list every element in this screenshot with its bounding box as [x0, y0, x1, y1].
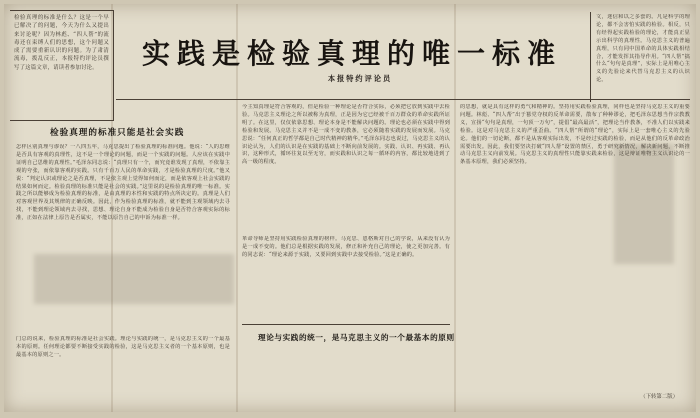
note-box-border [10, 10, 114, 11]
editor-note: 检验真理的标准是什么？这是一个早已解决了的问题，今天为什么又提出来讨论呢？因为林彪、“四人帮”的流毒还在束缚人们的思想，这个问题又成了需要重新认识的问题。为了肃清流毒，拨乱反正，本报特约评论员撰写了这篇文章，请读者参加讨论。 [14, 15, 109, 71]
left-bottom-column: 门总的说来，检验真理的标准是社会实践。理论与实践的统一，是马克思主义的一个最基本的原则。任何理论都要不断接受实践的检验，这是马克思主义者的一个基本原则，也是最基本的原则之一。 [16, 336, 230, 358]
subhead-rule [242, 324, 450, 325]
newspaper-page [4, 4, 696, 412]
note-box-border [10, 120, 114, 121]
subheading-first: 检验真理的标准只能是社会实践 [50, 128, 185, 138]
column-rule [590, 12, 591, 102]
subheading-second: 理论与实践的统一，是马克思主义的一个最基本的原则 [258, 333, 455, 342]
top-right-column: 文，迷信和以之多套的。凡是科学的理论，都不会害怕实践的检验。相反，只有经得起实践检验的理论，才能真正显示出科学的真理性。马克思主义的普遍真理，只有同中国革命的具体实践相结合，才能发挥其指导作用。“四人帮”搞什么“句句是真理”，实际上是用唯心主义的先验论来代替马克思主义的认识论。 [596, 14, 690, 84]
byline: 本报特约评论员 [327, 74, 393, 83]
note-box-border [113, 10, 114, 120]
headline: 实践是检验真理的唯一标准 [141, 37, 562, 70]
middle-main-column: 今主知真理是符合客观的，但是检验一种理论是否符合实际，必须把它放到实践中去检验。马克思主义理论之所以被称为真理，正是因为它已经被千百万群众的革命实践所证明了。在这里，仅仅依靠思想、理论本身是不能解决问题的。理论也必须在实践中得到检验和发展。马克思主义并不是一成不变的教条，它必须随着实践的发展而发展。马克思说：“任何真正的哲学都是自己时代精神的精华。”毛泽东同志也说过，马克思主义的认识论认为，人们的认识是在实践的基础上不断向前发展的。实践、认识、再实践、再认识，这种形式，循环往复以至无穷，而实践和认识之每一循环的内容，都比较地进到了高一级的程度。 [242, 104, 450, 166]
middle-bottom-column: 革命导师是坚持用实践检验真理的榜样。马克思、恩格斯对自己的学说，从来没有认为是一成不变的。他们总是根据实践的发展，修正和补充自己的理论，使之更加完善。有的同志说：“理论来源于实践，又要回到实践中去接受检验。”这是正确的。 [242, 236, 450, 258]
continued-note: （下转第二版） [640, 394, 678, 400]
left-main-column: 怎样区别真理与谬误？一八四五年，马克思提出了检验真理的标准问题。他说：“人的思维是否具有客观的真理性，这不是一个理论的问题，而是一个实践的问题。人应该在实践中证明自己思维的真理性。”毛泽东同志说：“真理只有一个，而究竟谁发现了真理，不依靠主观的夸张，而依靠客观的实践。只有千百万人民的革命实践，才是检验真理的尺度。”他又说：“判定认识或理论之是否真理，不是依主观上觉得如何而定，而是依客观上社会实践的结果如何而定。检验真理的标准只能是社会的实践。”这里说的是检验真理的唯一标准。实践之所以能够成为检验真理的标准，是由真理的本性和实践的特点所决定的。真理是人们对客观世界及其规律的正确反映。因此，作为检验真理的标准，就不能到主观领域内去寻找，不能到理论领域内去寻找，思想、理论自身不能成为检验自身是否符合客观实际的标准，正如在法律上原告是否属实，不能以原告自己的申诉为标准一样。 [16, 144, 230, 222]
right-main-column: 的思想，就是具有这样的勇气和精神的。坚持用实践检验真理，同样也是坚持马克思主义的重要问题。林彪、“四人帮”出于篡党夺权的反革命需要，散布了种种谬论，把毛泽东思想当作宗教教义，宣扬“句句是真理，一句顶一万句”，提倡“最高最活”，把理论当作教条，不准人们以实践来检验。这是对马克思主义的严重歪曲。“四人帮”所谓的“理论”，实际上是一套唯心主义的先验论。他们的一切论断，都不是从客观实际出发，不是经过实践的检验，而是从他们的反革命政治需要出发。因此，我们要坚决打破“四人帮”设置的禁区，勇于研究新情况，解决新问题，不断推动马克思主义向前发展。马克思主义的真理性只能靠实践来检验，这是辩证唯物主义认识论的一条基本原理，我们必须坚持。 [460, 104, 690, 166]
headline-rule [116, 99, 690, 100]
